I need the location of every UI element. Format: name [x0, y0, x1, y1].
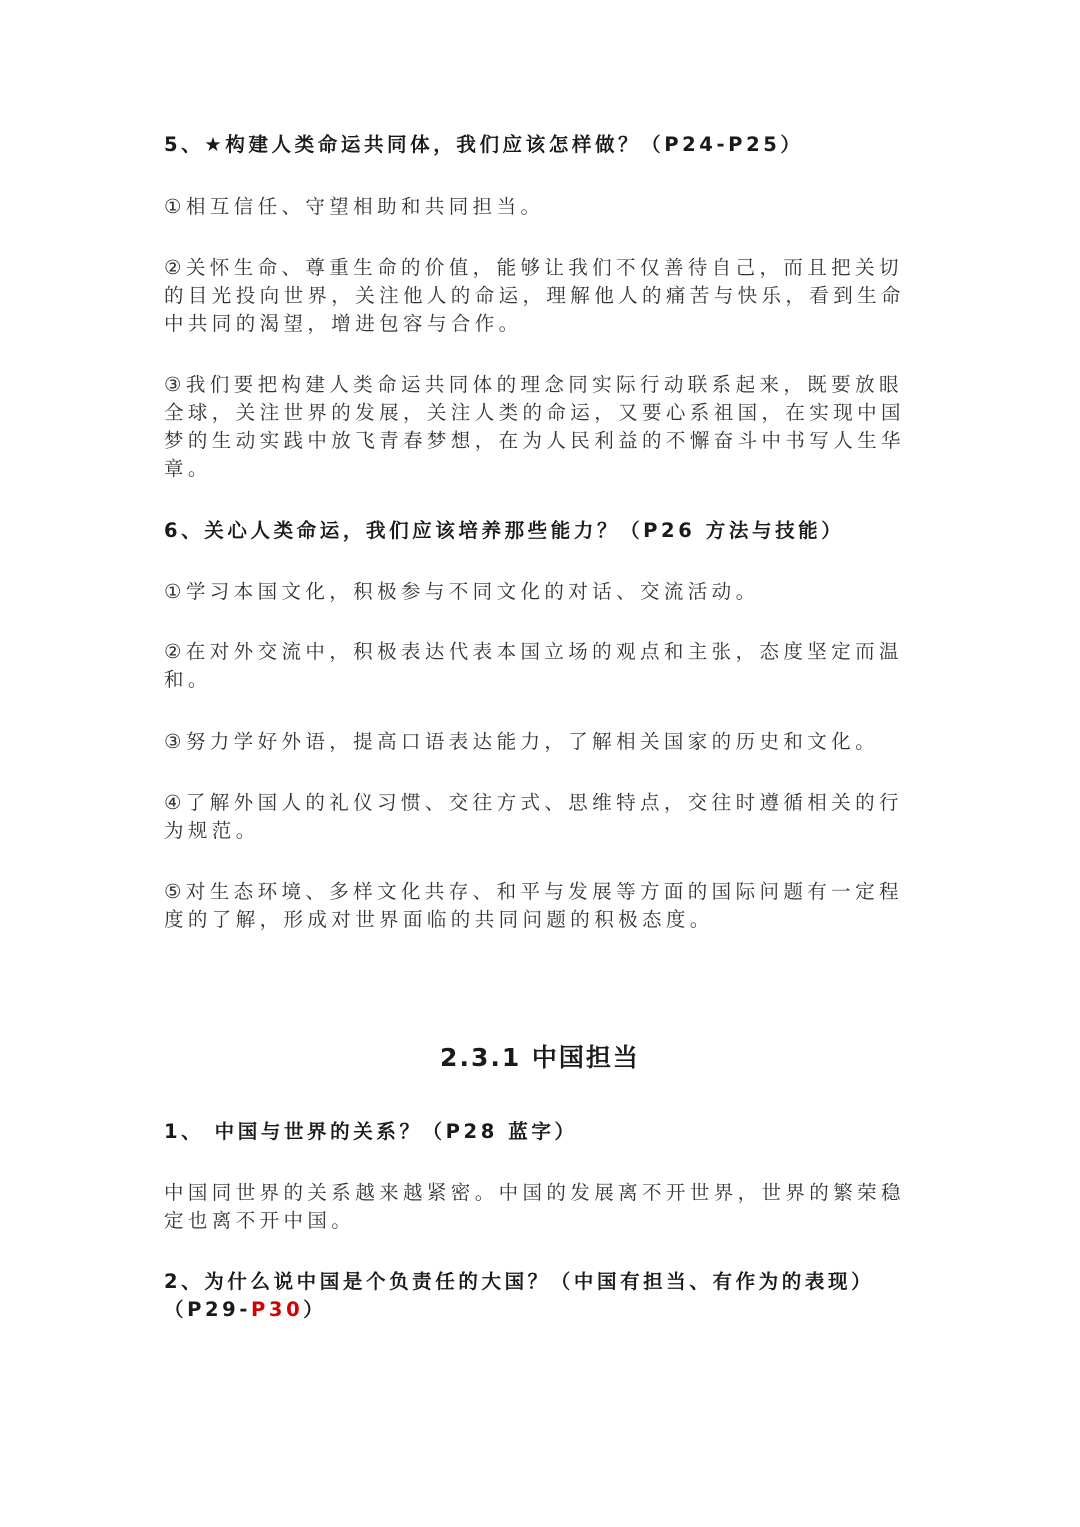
q6-item-2: ②在对外交流中，积极表达代表本国立场的观点和主张，态度坚定而温和。: [164, 640, 903, 691]
q2-page-ref-highlight: P30: [251, 1298, 304, 1321]
q5-item-3: ③我们要把构建人类命运共同体的理念同实际行动联系起来，既要放眼全球，关注世界的发展，关注人类的命运，又要心系祖国，在实现中国梦的生动实践中放飞青春梦想，在为人民利益的不懈奋斗中书写人生华章。: [164, 373, 905, 480]
q5-item-2: ②关怀生命、尊重生命的价值，能够让我们不仅善待自己，而且把关切的目光投向世界，关注他人的命运，理解他人的痛苦与快乐，看到生命中共同的渴望，增进包容与合作。: [164, 256, 905, 335]
q2-page-ref-open: （P29-: [164, 1298, 252, 1321]
chapter-q1-title: 1、 中国与世界的关系？（P28 蓝字）: [164, 1120, 578, 1143]
section-heading: 2.3.1 中国担当: [440, 1043, 640, 1072]
q6-item-1: ①学习本国文化，积极参与不同文化的对话、交流活动。: [164, 580, 760, 603]
chapter-q1-body: 中国同世界的关系越来越紧密。中国的发展离不开世界，世界的繁荣稳定也离不开中国。: [164, 1181, 905, 1232]
chapter-q2-title-text: 2、为什么说中国是个负责任的大国？（中国有担当、有作为的表现）: [164, 1270, 875, 1293]
q6-item-3: ③努力学好外语，提高口语表达能力，了解相关国家的历史和文化。: [164, 730, 879, 753]
question-6-title: 6、关心人类命运，我们应该培养那些能力？（P26 方法与技能）: [164, 519, 845, 542]
q5-item-1: ①相互信任、守望相助和共同担当。: [164, 195, 545, 218]
q2-page-ref-close: ）: [303, 1298, 327, 1321]
chapter-q2-title: [164, 1268, 914, 1324]
question-5-title: 5、★构建人类命运共同体，我们应该怎样做？（P24-P25）: [164, 133, 804, 156]
q6-item-4: ④了解外国人的礼仪习惯、交往方式、思维特点，交往时遵循相关的行为规范。: [164, 791, 903, 842]
q6-item-5: ⑤对生态环境、多样文化共存、和平与发展等方面的国际问题有一定程度的了解，形成对世界面临的共同问题的积极态度。: [164, 880, 903, 931]
